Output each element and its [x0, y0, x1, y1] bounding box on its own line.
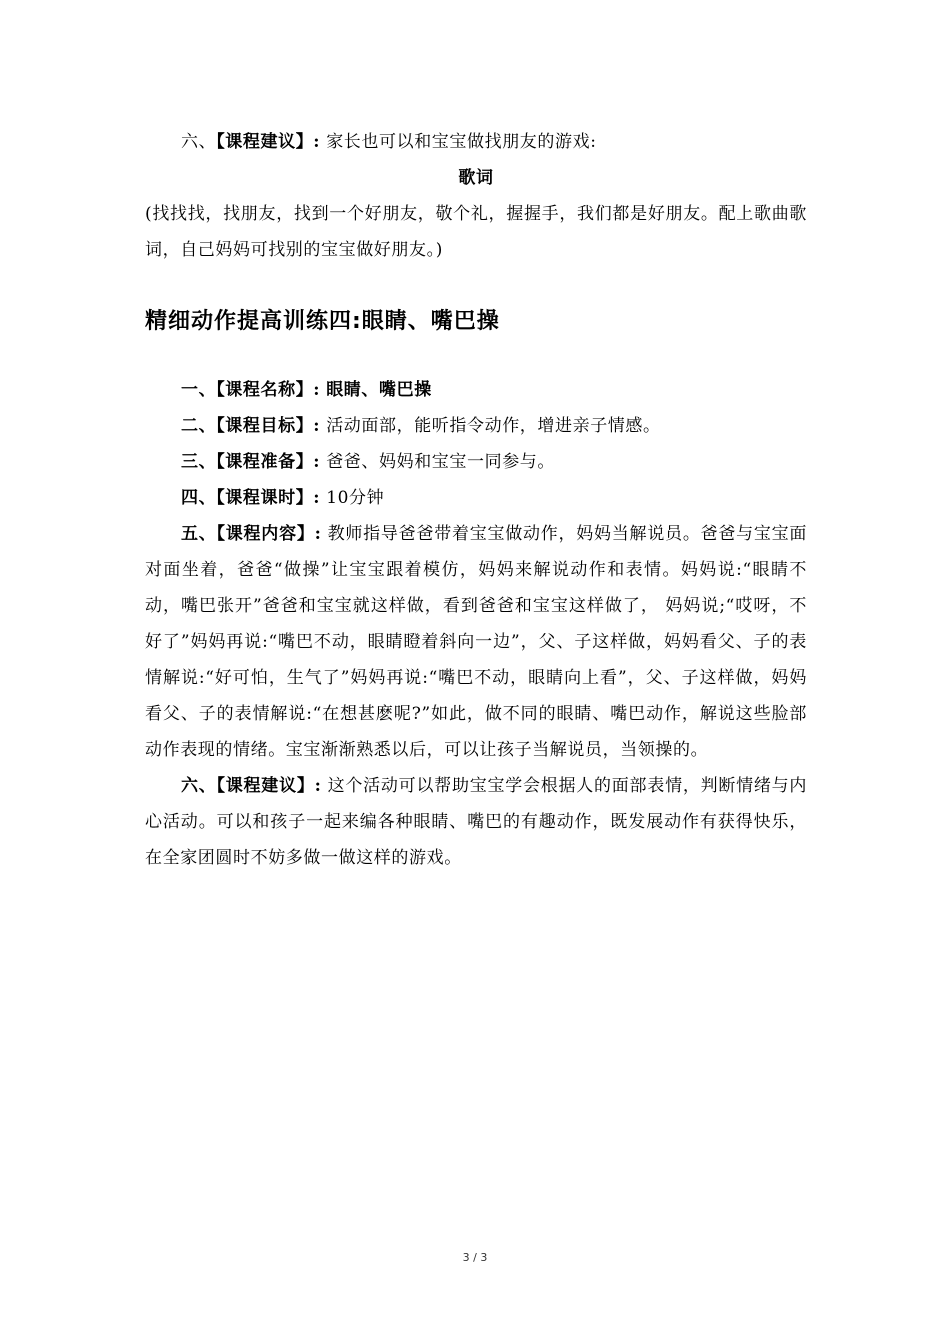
section-item-2 — [145, 408, 807, 444]
item-label: 【课程课时】: — [216, 488, 321, 508]
item-text: 教师指导爸爸带着宝宝做动作，妈妈当解说员。爸爸与宝宝面对面坐着，爸爸“做操”让宝宝跟着模仿，妈妈来解说动作和表情。妈妈说:“眼睛不动，嘴巴张开”爸爸和宝宝就这样做，看到爸爸和宝宝这样做了， 妈妈说;“哎呀，不好了”妈妈再说:“嘴巴不动，眼睛瞪着斜向一边”，父、子这样做，妈妈看父、子的表情解说:“好可怕，生气了”妈妈再说:“嘴巴不动，眼睛向上看”，父、子这样做，妈妈看父、子的表情解说:“在想甚麽呢?”如此，做不同的眼睛、嘴巴动作，解说这些脸部动作表现的情绪。宝宝渐渐熟悉以后，可以让孩子当解说员，当领操的。 — [145, 524, 807, 760]
item-text: 家长也可以和宝宝做找朋友的游戏: — [326, 132, 597, 152]
item-number: 六、 — [181, 132, 217, 152]
section-item-1 — [145, 372, 807, 408]
item-label: 【课程目标】: — [216, 416, 321, 436]
item-label: 【课程内容】: — [216, 524, 322, 544]
lyrics-title: 歌词 — [458, 168, 494, 188]
item-label: 【课程建议】: — [216, 776, 322, 796]
previous-item-6 — [145, 124, 807, 160]
item-number: 三、 — [181, 452, 217, 472]
lyrics-text: (找找找，找朋友，找到一个好朋友，敬个礼，握握手，我们都是好朋友。配上歌曲歌词，自己妈妈可找别的宝宝做好朋友。) — [145, 204, 807, 260]
item-text: 这个活动可以帮助宝宝学会根据人的面部表情，判断情绪与内心活动。可以和孩子一起来编各种眼睛、嘴巴的有趣动作，既发展动作有获得快乐，在全家团圆时不妨多做一做这样的游戏。 — [145, 776, 807, 868]
item-number: 四、 — [181, 488, 217, 508]
item-label: 【课程建议】: — [216, 132, 321, 152]
page-number: 3 / 3 — [462, 1251, 488, 1264]
item-text: 眼睛、嘴巴操 — [326, 380, 432, 400]
section-item-3 — [145, 444, 807, 480]
item-number: 五、 — [181, 524, 217, 544]
item-text: 10分钟 — [326, 488, 385, 508]
item-label: 【课程名称】: — [216, 380, 321, 400]
item-number: 二、 — [181, 416, 217, 436]
item-label: 【课程准备】: — [216, 452, 321, 472]
section-title: 精细动作提高训练四:眼睛、嘴巴操 — [145, 309, 500, 334]
item-number: 一、 — [181, 380, 217, 400]
document-content — [145, 124, 807, 876]
item-text: 爸爸、妈妈和宝宝一同参与。 — [326, 452, 556, 472]
item-number: 六、 — [181, 776, 217, 796]
item-text: 活动面部，能听指令动作，增进亲子情感。 — [326, 416, 661, 436]
section-item-5 — [145, 516, 807, 768]
section-item-6 — [145, 768, 807, 876]
section-item-4 — [145, 480, 807, 516]
